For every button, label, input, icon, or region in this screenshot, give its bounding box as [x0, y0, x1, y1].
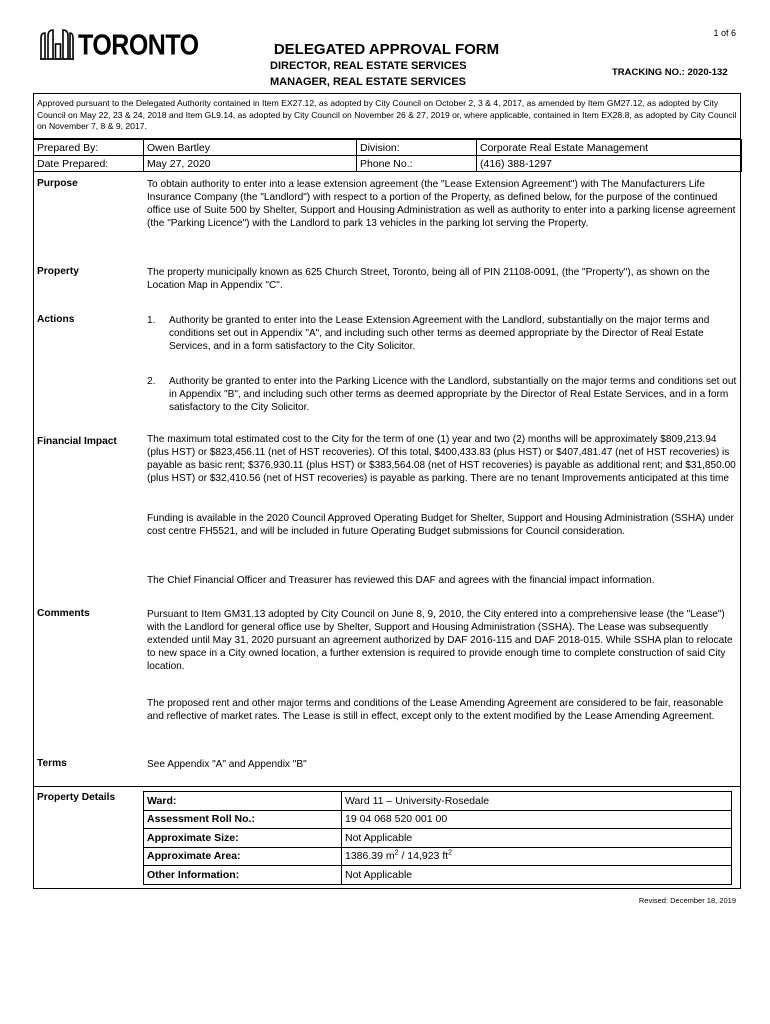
detail-value: 1386.39 $m^2 / 14,923$ $ft^2$ — [342, 847, 732, 866]
action-item — [147, 375, 737, 414]
purpose-text: To obtain authority to enter into a lease extension agreement (the "Lease Extension Agreement") with The Manufacturers Life Insurance Company (the "Landlord") with respect to a portion of the Property, as defined below, for the purpose of the continued office use of Suite 500 by Shelter, Support and Housing Administration as well as authority to enter into a parking license agreement (the "Parking Licence") with the Landlord to park 13 vehicles in the parking lot serving the Property. — [147, 179, 736, 229]
prepared-by-label: Prepared By: — [34, 140, 144, 156]
table-row — [144, 829, 732, 848]
detail-key: Approximate Area: — [144, 847, 342, 866]
property-details-label: Property Details — [37, 792, 116, 803]
property-text: The property municipally known as 625 Church Street, Toronto, being all of PIN 21108-0091, (the "Property"), as shown on the Location Map in Appendix "C". — [147, 267, 710, 291]
logo-text: TORONTO — [78, 28, 199, 62]
comments-paragraph: The proposed rent and other major terms and conditions of the Lease Amending Agreement are considered to be fair, reasonable and reflective of market rates. The Lease is still in effect, except only to the extent modified by the Lease Amending Agreement. — [147, 698, 724, 722]
tracking-label: TRACKING NO.: — [612, 67, 685, 78]
table-row — [144, 810, 732, 829]
financial-impact-paragraph: The maximum total estimated cost to the City for the term of one (1) year and two (2) months will be approximately $809,213.94 (plus HST) or $823,456.11 (net of HST recoveries). Of this total, $400,433.83 (plus HST) or $407,481.47 (net of HST recoveries) is payable as basic rent; $376,930.11 (plus HST) or $383,564.08 (net of HST recoveries) is payable as additional rent; and $31,850.00 (plus HST) or $32,410.56 (net of HST recoveries) is payable as parking. There are no tenant Improvements anticipated at this time — [147, 434, 736, 484]
division-value: Corporate Real Estate Management — [477, 140, 742, 156]
detail-value: Ward 11 – University-Rosedale — [342, 792, 732, 811]
tracking-value: 2020-132 — [687, 67, 728, 78]
table-row — [144, 847, 732, 866]
financial-impact-paragraph: Funding is available in the 2020 Council Approved Operating Budget for Shelter, Support and Housing Administration (SSHA) under cost centre FH5521, and will be included in future Operating Budget submissions for Council consideration. — [147, 513, 734, 537]
action-number: 2. — [147, 376, 156, 387]
table-row — [144, 792, 732, 811]
page-indicator: 1 of 6 — [713, 28, 736, 38]
terms-label: Terms — [37, 758, 67, 769]
detail-key: Other Information: — [144, 866, 342, 885]
detail-key: Approximate Size: — [144, 829, 342, 848]
tracking-number — [612, 67, 728, 78]
date-prepared-label: Date Prepared: — [34, 156, 144, 172]
terms-text: See Appendix "A" and Appendix "B" — [147, 759, 307, 770]
detail-value: 19 04 068 520 001 00 — [342, 810, 732, 829]
action-item — [147, 314, 737, 353]
prepared-by-value: Owen Bartley — [144, 140, 357, 156]
detail-key: Assessment Roll No.: — [144, 810, 342, 829]
action-text: Authority be granted to enter into the Parking Licence with the Landlord, substantially on the major terms and conditions set out in Appendix "B", and including such other terms as deemed appropriate by the Director of Real Estate Services, and in a form satisfactory to the City Solicitor. — [169, 376, 737, 413]
form-title: DELEGATED APPROVAL FORM — [273, 41, 500, 58]
financial-impact-paragraph: The Chief Financial Officer and Treasurer has reviewed this DAF and agrees with the financial impact information. — [147, 575, 655, 586]
property-label: Property — [37, 266, 79, 277]
revised-date: Revised: December 18, 2019 — [638, 896, 736, 905]
phone-value: (416) 388-1297 — [477, 156, 742, 172]
detail-value: Not Applicable — [342, 866, 732, 885]
action-text: Authority be granted to enter into the Lease Extension Agreement with the Landlord, substantially on the major terms and conditions set out in Appendix "A", and including such other terms as deemed appropriate by the Director of Real Estate Services, and in a form satisfactory to the City Solicitor. — [169, 315, 710, 352]
subtitle-director: DIRECTOR, REAL ESTATE SERVICES — [270, 60, 467, 72]
property-details-table — [143, 791, 732, 885]
subtitle-manager: MANAGER, REAL ESTATE SERVICES — [270, 76, 466, 88]
actions-label: Actions — [37, 314, 75, 325]
phone-label: Phone No.: — [357, 156, 477, 172]
date-prepared-value: May 27, 2020 — [144, 156, 357, 172]
comments-paragraph: Pursuant to Item GM31.13 adopted by City Council on June 8, 9, 2010, the City entered into a comprehensive lease (the "Lease") with the Landlord for general office use by Shelter, Support and Housing Administration (SSHA). The Lease was subsequently extended until May 31, 2020 pursuant an agreement authorized by DAF 2016-115 and DAF 2018-015. While SSHA plan to relocate to new space in a City owned location, a further extension is required to provide enough time to complete construction of said City location. — [147, 609, 733, 672]
approval-authority-text: Approved pursuant to the Delegated Authority contained in Item EX27.12, as adopted by City Council on October 2, 3 & 4, 2017, as amended by Item GM27.12, as adopted by City Council on May 22, 23 & 24, 2018 and Item GL9.14, as adopted by City Council on November 26 & 27, 2019 or, where applicable, contained in Item EX28.8, as adopted by City Council on November 7, 8 & 9, 2017. — [37, 98, 737, 131]
division-label: Division: — [357, 140, 477, 156]
financial-impact-label: Financial Impact — [37, 436, 117, 447]
detail-key: Ward: — [144, 792, 342, 811]
detail-value: Not Applicable — [342, 829, 732, 848]
comments-label: Comments — [37, 608, 90, 619]
prepared-by-table — [33, 139, 742, 172]
divider — [33, 786, 741, 787]
purpose-label: Purpose — [37, 178, 78, 189]
action-number: 1. — [147, 315, 156, 326]
table-row — [144, 866, 732, 885]
